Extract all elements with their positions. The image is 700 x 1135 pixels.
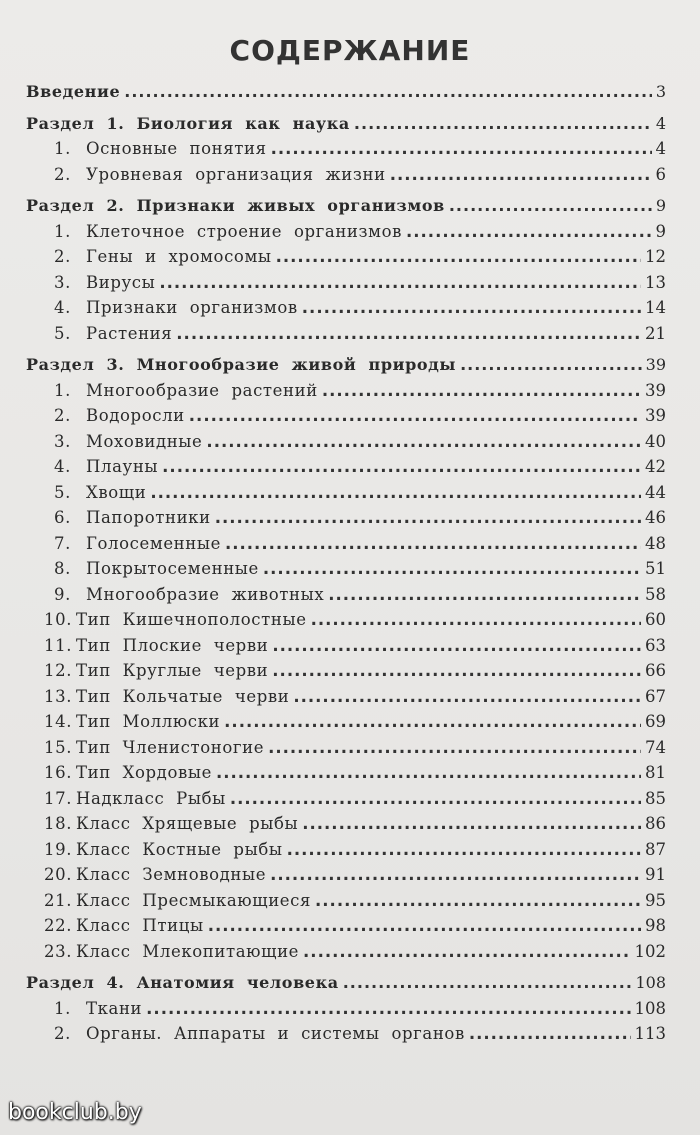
toc-entry-label — [26, 457, 158, 476]
toc-entry-number: 16. — [44, 763, 73, 782]
toc-entry-text: Моховидные — [86, 431, 203, 451]
toc-entry-label — [26, 483, 146, 502]
toc-page-number: 39 — [645, 355, 666, 374]
toc-item-row — [26, 432, 666, 458]
dot-leader — [270, 865, 641, 884]
watermark: bookclub.by — [8, 1100, 142, 1125]
toc-page-number: 67 — [645, 686, 666, 706]
dot-leader — [449, 196, 652, 215]
toc-entry-text: Раздел 1. Биология как наука — [26, 113, 350, 133]
toc-entry-text: Ткани — [86, 998, 143, 1018]
toc-item-row — [26, 840, 666, 866]
dot-leader — [469, 1024, 631, 1043]
toc-item-row — [26, 661, 666, 687]
toc-entry-label — [26, 196, 445, 215]
dot-leader — [230, 789, 641, 808]
toc-entry-number: 6. — [54, 508, 71, 527]
toc-item-row — [26, 247, 666, 273]
dot-leader — [460, 355, 642, 374]
toc-page-number: 3 — [655, 82, 666, 101]
toc-item-row — [26, 222, 666, 248]
toc-item-row — [26, 1024, 666, 1050]
toc-entry-text: Голосеменные — [86, 533, 221, 553]
dot-leader — [272, 661, 641, 680]
toc-page-number: 60 — [645, 610, 666, 629]
toc-section-row — [26, 973, 666, 999]
dot-leader — [287, 840, 641, 859]
toc-item-row — [26, 999, 666, 1025]
toc-entry-label — [26, 1024, 465, 1043]
toc-page-number: 4 — [655, 139, 666, 158]
toc-item-row — [26, 298, 666, 324]
toc-entry-label — [26, 534, 221, 553]
toc-page-number: 66 — [645, 661, 666, 680]
dot-leader — [293, 687, 641, 706]
toc-page-number: 108 — [635, 973, 666, 992]
toc-page-number: 48 — [645, 533, 666, 553]
toc-page-number: 86 — [645, 814, 666, 833]
toc-entry-label — [26, 114, 350, 133]
toc-entry-number: 1. — [54, 380, 71, 400]
toc-entry-label — [26, 273, 155, 292]
toc-entry-text: Хвощи — [86, 482, 147, 502]
toc-entry-label — [26, 324, 172, 343]
toc-page-number: 51 — [645, 559, 666, 578]
toc-page-number: 9 — [655, 221, 666, 241]
toc-entry-label — [26, 636, 268, 655]
toc-entry-number: 14. — [44, 712, 73, 731]
toc-entry-number: 3. — [54, 272, 71, 292]
toc-item-row — [26, 610, 666, 636]
dot-leader — [271, 139, 652, 158]
toc-entry-number: 18. — [44, 814, 73, 833]
toc-page-number: 81 — [645, 763, 666, 782]
toc-entry-label — [26, 247, 272, 266]
toc-entry-text: Класс Птицы — [76, 916, 204, 935]
dot-leader — [272, 636, 641, 655]
toc-page-number: 102 — [634, 941, 666, 961]
toc-page-number: 6 — [655, 164, 666, 184]
toc-entry-number: 21. — [44, 890, 73, 910]
toc-page-number: 95 — [645, 890, 666, 910]
toc-page-number: 40 — [645, 431, 666, 451]
toc-page-number: 4 — [655, 113, 666, 133]
toc-entry-label — [26, 559, 259, 578]
toc-page-number: 91 — [645, 865, 666, 884]
toc-entry-label — [26, 865, 266, 884]
dot-leader — [406, 222, 652, 241]
dot-leader — [322, 381, 641, 400]
toc-page-number: 113 — [634, 1024, 666, 1043]
toc-entry-text: Плауны — [86, 457, 159, 476]
toc-item-row — [26, 139, 666, 165]
toc-item-row — [26, 534, 666, 560]
toc-entry-text: Основные понятия — [86, 139, 267, 158]
toc-item-row — [26, 406, 666, 432]
toc-page-number: 63 — [645, 635, 666, 655]
toc-item-row — [26, 381, 666, 407]
toc-item-row — [26, 273, 666, 299]
toc-entry-text: Тип Плоские черви — [76, 635, 269, 655]
toc-item-row — [26, 636, 666, 662]
toc-entry-number: 2. — [54, 406, 71, 425]
toc-page-number: 13 — [645, 272, 666, 292]
toc-item-row — [26, 763, 666, 789]
dot-leader — [216, 763, 641, 782]
toc-entry-number: 13. — [44, 686, 73, 706]
toc-entry-number: 1. — [54, 221, 71, 241]
dot-leader — [268, 738, 641, 757]
toc-entry-text: Папоротники — [86, 508, 211, 527]
dot-leader — [311, 610, 641, 629]
toc-entry-number: 11. — [44, 635, 73, 655]
toc-section-row — [26, 196, 666, 222]
toc-entry-number: 19. — [44, 839, 73, 859]
toc-section-row — [26, 82, 666, 108]
toc-entry-number: 2. — [54, 1024, 71, 1043]
dot-leader — [150, 483, 641, 502]
toc-entry-label — [26, 508, 211, 527]
toc-entry-label — [26, 789, 226, 808]
toc-entry-label — [26, 610, 307, 629]
toc-entry-label — [26, 891, 311, 910]
toc-page-number: 42 — [645, 457, 666, 476]
toc-entry-label — [26, 738, 264, 757]
toc-entry-label — [26, 763, 212, 782]
toc-item-row — [26, 585, 666, 611]
toc-entry-number: 10. — [44, 610, 73, 629]
toc-entry-text: Уровневая организация жизни — [86, 164, 386, 184]
toc-page-number: 69 — [645, 712, 666, 731]
toc-entry-number: 4. — [54, 457, 71, 476]
toc-entry-label — [26, 585, 324, 604]
dot-leader — [189, 406, 641, 425]
toc-entry-text: Раздел 2. Признаки живых организмов — [26, 196, 445, 215]
table-of-contents — [26, 82, 666, 1050]
dot-leader — [215, 508, 641, 527]
dot-leader — [276, 247, 641, 266]
toc-entry-text: Многообразие животных — [86, 584, 325, 604]
dot-leader — [162, 457, 641, 476]
toc-entry-label — [26, 355, 456, 374]
toc-entry-text: Тип Моллюски — [76, 712, 221, 731]
toc-page-number: 9 — [655, 196, 666, 215]
toc-entry-label — [26, 999, 142, 1018]
toc-entry-text: Клеточное строение организмов — [86, 221, 402, 241]
toc-page-number: 85 — [645, 788, 666, 808]
toc-page-number: 87 — [645, 839, 666, 859]
toc-entry-label — [26, 840, 283, 859]
toc-entry-text: Класс Пресмыкающиеся — [76, 890, 312, 910]
toc-entry-text: Раздел 4. Анатомия человека — [26, 973, 339, 992]
page-title: СОДЕРЖАНИЕ — [229, 34, 471, 67]
toc-item-row — [26, 687, 666, 713]
toc-entry-text: Тип Членистоногие — [76, 737, 265, 757]
dot-leader — [124, 82, 652, 101]
toc-item-row — [26, 891, 666, 917]
toc-entry-text: Надкласс Рыбы — [76, 788, 226, 808]
toc-page-number: 58 — [645, 584, 666, 604]
dot-leader — [303, 942, 630, 961]
toc-entry-text: Вирусы — [86, 272, 156, 292]
toc-section-row — [26, 355, 666, 381]
toc-page-number: 12 — [645, 247, 666, 266]
dot-leader — [302, 298, 641, 317]
toc-entry-label — [26, 406, 185, 425]
toc-entry-label — [26, 687, 289, 706]
toc-page-number: 39 — [645, 406, 666, 425]
toc-entry-number: 20. — [44, 865, 73, 884]
toc-entry-text: Класс Костные рыбы — [76, 839, 283, 859]
toc-item-row — [26, 814, 666, 840]
toc-entry-number: 4. — [54, 298, 71, 317]
toc-entry-number: 12. — [44, 661, 73, 680]
toc-entry-number: 3. — [54, 431, 71, 451]
toc-entry-text: Многообразие растений — [86, 380, 318, 400]
dot-leader — [176, 324, 641, 343]
toc-entry-label — [26, 82, 120, 101]
toc-entry-text: Тип Кишечнополостные — [76, 610, 307, 629]
toc-entry-number: 5. — [54, 482, 71, 502]
toc-entry-text: Гены и хромосомы — [86, 247, 272, 266]
toc-entry-number: 23. — [44, 941, 73, 961]
toc-entry-label — [26, 661, 268, 680]
dot-leader — [206, 432, 641, 451]
toc-entry-label — [26, 139, 267, 158]
toc-entry-text: Водоросли — [86, 406, 185, 425]
toc-entry-number: 7. — [54, 533, 71, 553]
toc-item-row — [26, 916, 666, 942]
dot-leader — [315, 891, 641, 910]
toc-entry-text: Признаки организмов — [86, 298, 298, 317]
dot-leader — [354, 114, 652, 133]
toc-item-row — [26, 483, 666, 509]
toc-entry-label — [26, 916, 204, 935]
dot-leader — [224, 712, 641, 731]
toc-entry-text: Класс Земноводные — [76, 865, 267, 884]
toc-entry-label — [26, 942, 299, 961]
toc-entry-label — [26, 298, 298, 317]
toc-entry-text: Введение — [26, 82, 121, 101]
toc-page-number: 98 — [645, 916, 666, 935]
dot-leader — [343, 973, 632, 992]
dot-leader — [390, 165, 652, 184]
toc-entry-number: 2. — [54, 247, 71, 266]
toc-item-row — [26, 559, 666, 585]
toc-item-row — [26, 165, 666, 191]
toc-entry-number: 22. — [44, 916, 73, 935]
toc-entry-number: 9. — [54, 584, 71, 604]
toc-page-number: 74 — [645, 737, 666, 757]
toc-entry-number: 17. — [44, 788, 73, 808]
dot-leader — [302, 814, 641, 833]
toc-entry-text: Раздел 3. Многообразие живой природы — [26, 355, 457, 374]
toc-entry-label — [26, 222, 402, 241]
dot-leader — [225, 534, 641, 553]
toc-item-row — [26, 738, 666, 764]
toc-entry-number: 5. — [54, 323, 71, 343]
toc-entry-text: Растения — [86, 323, 173, 343]
toc-entry-label — [26, 814, 298, 833]
toc-entry-number: 1. — [54, 998, 71, 1018]
toc-page-number: 39 — [645, 380, 666, 400]
toc-entry-label — [26, 973, 339, 992]
toc-page-number: 44 — [645, 482, 666, 502]
toc-entry-text: Тип Круглые черви — [76, 661, 269, 680]
toc-page-number: 21 — [645, 323, 666, 343]
toc-entry-text: Покрытосеменные — [86, 559, 259, 578]
toc-page-number: 108 — [634, 998, 666, 1018]
toc-entry-text: Органы. Аппараты и системы органов — [86, 1024, 465, 1043]
toc-entry-number: 2. — [54, 164, 71, 184]
toc-section-row — [26, 114, 666, 140]
toc-entry-label — [26, 712, 220, 731]
dot-leader — [328, 585, 641, 604]
dot-leader — [263, 559, 641, 578]
toc-item-row — [26, 789, 666, 815]
toc-entry-text: Класс Хрящевые рыбы — [76, 814, 299, 833]
toc-entry-number: 1. — [54, 139, 71, 158]
toc-entry-text: Класс Млекопитающие — [76, 941, 300, 961]
toc-entry-label — [26, 381, 318, 400]
dot-leader — [159, 273, 641, 292]
toc-entry-text: Тип Кольчатые черви — [76, 686, 290, 706]
toc-item-row — [26, 508, 666, 534]
toc-item-row — [26, 865, 666, 891]
toc-item-row — [26, 324, 666, 350]
toc-entry-number: 15. — [44, 737, 73, 757]
dot-leader — [208, 916, 641, 935]
toc-entry-number: 8. — [54, 559, 71, 578]
toc-entry-label — [26, 432, 202, 451]
toc-page-number: 46 — [645, 508, 666, 527]
toc-item-row — [26, 942, 666, 968]
dot-leader — [146, 999, 630, 1018]
toc-item-row — [26, 457, 666, 483]
toc-entry-text: Тип Хордовые — [76, 763, 212, 782]
toc-entry-label — [26, 165, 386, 184]
toc-page-number: 14 — [645, 298, 666, 317]
toc-item-row — [26, 712, 666, 738]
